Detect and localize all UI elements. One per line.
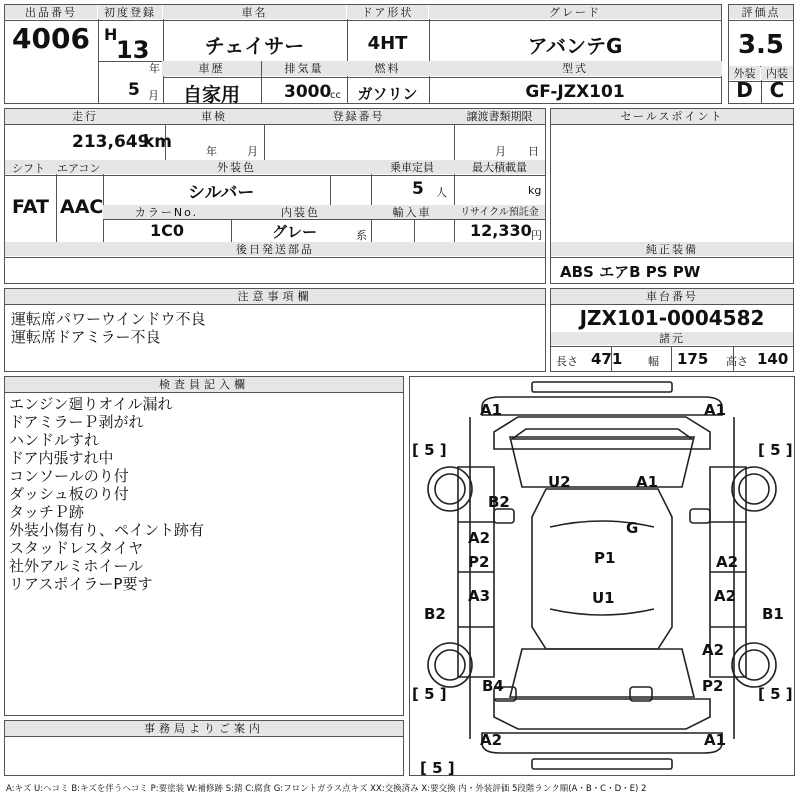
length: 471 (591, 350, 623, 368)
ac-label: エアコン (57, 162, 101, 175)
displacement: 3000 (284, 82, 332, 102)
height: 140 (757, 350, 789, 368)
inspector-line: ハンドルすれ (9, 431, 100, 449)
office-label: 事務局よりご案内 (5, 721, 403, 737)
model-label: 型式 (429, 61, 721, 76)
note-line: 運転席ドアミラー不良 (11, 328, 161, 346)
notes-list (5, 305, 545, 351)
damage-mark: A2 (468, 529, 491, 547)
score-label: 評価点 (729, 5, 793, 19)
car-name: チェイサー (204, 34, 305, 58)
damage-mark: A2 (702, 641, 725, 659)
inspector-line: コンソールのり付 (9, 467, 129, 485)
inspector-label: 検査員記入欄 (5, 377, 403, 393)
exterior-label: 外装 (729, 66, 760, 80)
month-unit: 月 (148, 89, 159, 102)
chassis-number: JZX101-0004582 (579, 306, 765, 330)
mileage-label: 走行 (5, 109, 165, 124)
door-type: 4HT (367, 33, 408, 54)
load-unit: kg (528, 184, 542, 197)
inspector-line: ダッシュ板のり付 (9, 485, 129, 503)
divider (261, 61, 262, 104)
tire-depth: [ 5 ] (758, 441, 793, 459)
interior-score: C (769, 78, 785, 102)
shift-label: シフト (12, 162, 45, 175)
damage-mark: A2 (714, 587, 737, 605)
tire-depth: [ 5 ] (758, 685, 793, 703)
recycle: 12,330 (470, 221, 532, 240)
damage-mark: P2 (468, 553, 490, 571)
car-diagram (410, 377, 794, 775)
sales-point-label: セールスポイント (551, 109, 793, 124)
transfer-month-unit: 月 (495, 145, 506, 158)
height-label: 高さ (726, 355, 748, 368)
inspector-line: ドア内張すれ中 (9, 449, 114, 467)
tire-depth: [ 5 ] (412, 441, 447, 459)
length-label: 長さ (556, 355, 578, 368)
damage-mark: B4 (482, 677, 504, 695)
inspector-line: 外装小傷有り、ペイント跡有 (9, 521, 205, 539)
equipment-label: 純正装備 (551, 242, 793, 256)
history: 自家用 (182, 84, 240, 106)
inspector-line: スタッドレスタイヤ (9, 539, 144, 557)
inspector-line: ドアミラーＰ剥がれ (9, 413, 144, 431)
damage-mark: P2 (702, 677, 724, 695)
inspection-month-unit: 月 (247, 145, 258, 158)
score: 3.5 (737, 30, 785, 60)
width-label: 幅 (648, 355, 659, 368)
model: GF-JZX101 (525, 82, 625, 102)
inspector-line: エンジン廻りオイル漏れ (9, 395, 173, 413)
lot-number: 4006 (12, 22, 90, 55)
later-parts-label: 後日発送部品 (5, 242, 545, 256)
import-label: 輸入車 (371, 205, 453, 219)
inspection-label: 車検 (165, 109, 263, 124)
capacity-label: 乗車定員 (371, 160, 453, 174)
fuel-label: 燃料 (347, 61, 428, 76)
damage-mark: A2 (716, 553, 739, 571)
interior-label: 内装 (761, 66, 793, 80)
displacement-unit: cc (330, 90, 341, 101)
damage-mark: P1 (594, 549, 616, 567)
damage-mark: A1 (480, 401, 503, 419)
regno-label: 登録番号 (264, 109, 453, 124)
tire-depth: [ 5 ] (420, 759, 455, 775)
inspector-block (4, 376, 404, 716)
damage-mark: A3 (468, 587, 491, 605)
year-unit: 年 (149, 62, 160, 75)
fuel: ガソリン (357, 85, 418, 103)
chassis-label: 車台番号 (551, 289, 793, 304)
office-block (4, 720, 404, 776)
grade-label: グレード (429, 5, 721, 19)
colorno: 1C0 (150, 221, 185, 240)
mileage: 213,649 (72, 132, 150, 152)
car-diagram-block (409, 376, 795, 776)
door-label: ドア形状 (347, 5, 428, 19)
damage-mark: B2 (424, 605, 446, 623)
width: 175 (677, 350, 709, 368)
history-label: 車歴 (163, 61, 260, 76)
recycle-label: リサイクル預託金 (454, 205, 545, 219)
shift: FAT (12, 196, 49, 218)
inspector-line: 社外アルミホイール (9, 557, 144, 575)
damage-mark: G (626, 519, 639, 537)
damage-mark: B1 (762, 605, 784, 623)
recycle-unit: 円 (531, 229, 542, 242)
capacity: 5 (412, 179, 424, 199)
capacity-unit: 人 (436, 186, 447, 199)
ac: AAC (60, 196, 104, 218)
reg-year: 13 (116, 36, 150, 64)
grade: アバンテG (527, 34, 623, 58)
inspector-line: リアスポイラーP要す (9, 575, 153, 593)
lot-number-label: 出品番号 (5, 5, 97, 19)
damage-mark: U2 (548, 473, 571, 491)
note-line: 運転席パワーウインドウ不良 (11, 310, 206, 328)
intcolor-unit: 系 (356, 229, 367, 242)
damage-mark: A1 (704, 731, 727, 749)
color-label: 外装色 (103, 160, 370, 174)
tire-depth: [ 5 ] (412, 685, 447, 703)
load-label: 最大積載量 (454, 160, 545, 174)
notes-label: 注意事項欄 (5, 289, 545, 305)
legend: A:キズ U:ヘコミ B:キズを伴うヘコミ P:要塗装 W:補修跡 S:錆 C:腐食 G:フロントガラス点キズ XX:交換済み X:要交換 内・外装評価 5段階ランク順(A・B・C・D・E) 2 (6, 784, 647, 794)
damage-mark: B2 (488, 493, 510, 511)
era: H (104, 25, 118, 44)
intcolor: グレー (272, 223, 318, 241)
damage-mark: U1 (592, 589, 615, 607)
sales-point-block (550, 108, 794, 284)
transfer-label: 譲渡書類期限 (454, 109, 545, 124)
damage-mark: A1 (704, 401, 727, 419)
damage-mark: A1 (636, 473, 659, 491)
intcolor-label: 内装色 (231, 205, 370, 219)
transfer-day-unit: 日 (528, 145, 539, 158)
exterior-score: D (736, 78, 753, 102)
mileage-unit: km (143, 132, 173, 152)
car-name-label: 車名 (163, 5, 346, 19)
reg-month: 5 (128, 80, 140, 100)
damage-mark: A2 (480, 731, 503, 749)
inspector-line: タッチＰ跡 (9, 503, 85, 521)
inspector-list (5, 393, 403, 595)
inspection-year-unit: 年 (206, 145, 217, 158)
equipment: ABS エアB PS PW (560, 263, 701, 281)
first-reg-label: 初度登録 (98, 5, 162, 19)
notes-block (4, 288, 546, 372)
spec-label: 諸元 (551, 332, 793, 345)
color: シルバー (188, 183, 255, 203)
colorno-label: カラーNo. (103, 205, 230, 219)
displacement-label: 排気量 (262, 61, 346, 76)
